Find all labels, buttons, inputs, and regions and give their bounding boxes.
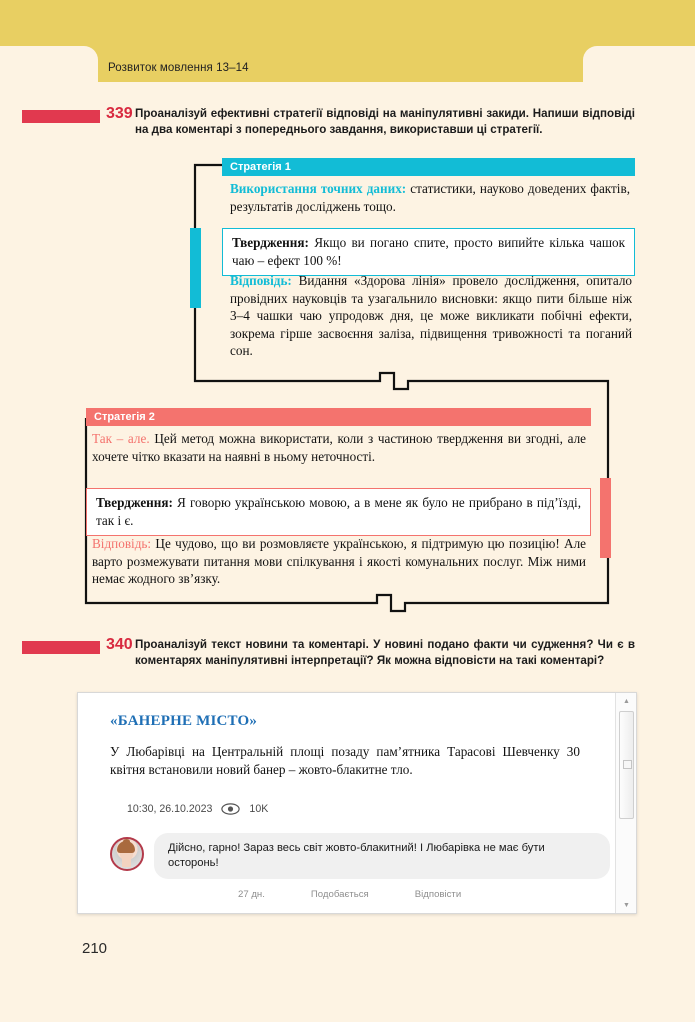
strategy-2-claim <box>96 494 581 529</box>
strategy-2-claim-box <box>86 488 591 536</box>
section-title: Розвиток мовлення 13–14 <box>108 62 249 74</box>
exercise-marker-340 <box>22 641 100 654</box>
avatar-hair-bun <box>123 839 130 844</box>
strategy-2-lead-label: Так – але. <box>92 431 150 446</box>
eye-icon <box>221 803 240 815</box>
chevron-up-icon[interactable]: ▲ <box>623 697 630 705</box>
page-number: 210 <box>82 940 108 957</box>
strategy-2-answer-label: Відповідь: <box>92 536 152 551</box>
news-headline: «БАНЕРНЕ МІСТО» <box>110 713 258 729</box>
strategy-1-claim-text: Якщо ви погано спите, просто випийте кілька чашок чаю – ефект 100 %! <box>232 235 625 268</box>
strategy-1-title: Стратегія 1 <box>222 158 635 176</box>
chevron-down-icon[interactable]: ▼ <box>623 901 630 909</box>
strategy-1-accent-bar <box>190 228 201 308</box>
exercise-number-340: 340 <box>106 636 133 653</box>
strategy-1-lead-label: Використання точних даних: <box>230 181 407 196</box>
strategy-2-answer <box>92 535 586 588</box>
strategy-1-answer-text: Видання «Здорова лінія» провело дослідження, опитало провідних науковців та узагальнило висновки: якщо пити більше ніж 3–4 чашки чаю упродовж дня, це може викликати побічні ефекти, зокрема гірше засвоєння заліза, підвищення тривожності та поганий сон. <box>230 273 632 359</box>
strategy-1-claim-label: Твердження: <box>232 235 309 250</box>
strategy-1-claim-box <box>222 228 635 276</box>
exercise-number-339: 339 <box>106 105 133 122</box>
exercise-marker-339 <box>22 110 100 123</box>
comment-like-button[interactable]: Подобається <box>310 889 369 900</box>
strategy-1-lead <box>230 180 630 215</box>
news-view-count: 10K <box>249 803 269 815</box>
news-body-text: У Любарівці на Центральній площі позаду пам’ятника Тарасові Шевченку 30 квітня встановили новий банер – жовто-блакитне тло. <box>110 744 580 778</box>
comment-text: Дійсно, гарно! Зараз весь світ жовто-блакитний! І Любарівка не має бути осторонь! <box>154 833 610 879</box>
strategy-1-lead-text: статистики, науково доведених фактів, результатів досліджень тощо. <box>230 181 630 214</box>
news-content <box>78 693 614 913</box>
comment-reply-button[interactable]: Відповісти <box>414 889 462 900</box>
page-header <box>0 0 695 82</box>
news-meta <box>127 803 268 815</box>
strategy-2-claim-text: Я говорю українською мовою, а в мене як було не прибрано в під’їзді, так і є. <box>96 495 581 528</box>
avatar-neck <box>122 859 131 867</box>
comment-actions <box>238 889 461 900</box>
avatar <box>110 837 144 871</box>
header-notch-left <box>0 46 98 82</box>
scrollbar-grip <box>623 760 632 769</box>
strategy-2-accent-bar <box>600 478 611 558</box>
header-notch-right <box>583 46 695 82</box>
news-timestamp: 10:30, 26.10.2023 <box>127 803 213 815</box>
comment-item <box>110 833 610 879</box>
strategy-2-lead <box>92 430 586 465</box>
strategy-2-claim-label: Твердження: <box>96 495 173 510</box>
news-post-card <box>77 692 637 914</box>
exercise-prompt-339: Проаналізуй ефективні стратегії відповіді на маніпулятивні закиди. Напиши відповіді на два коментарі з попереднього завдання, використавши ці стратегії. <box>135 107 635 137</box>
strategy-2-answer-text: Це чудово, що ви розмовляєте українською, я підтримую цю позицію! Але варто розмежувати питання мови спілкування і якості комунальних послуг. Між ними немає жодного зв’язку. <box>92 536 586 587</box>
comment-time: 27 дн. <box>238 889 265 900</box>
strategy-1-claim <box>232 234 625 269</box>
strategy-1-answer-label: Відповідь: <box>230 273 292 288</box>
scrollbar[interactable] <box>615 693 636 913</box>
strategy-2-title: Стратегія 2 <box>86 408 591 426</box>
exercise-prompt-340: Проаналізуй текст новини та коментарі. У новині подано факти чи судження? Чи є в коментарях маніпулятивні інтерпретації? Як можна відповісти на такі коментарі? <box>135 638 635 668</box>
strategy-2-lead-text: Цей метод можна використати, коли з частиною твердження ви згодні, але хочете чітко вказати на наявні в ньому неточності. <box>92 431 586 464</box>
strategy-1-answer <box>230 272 632 360</box>
scrollbar-thumb[interactable] <box>619 711 634 819</box>
